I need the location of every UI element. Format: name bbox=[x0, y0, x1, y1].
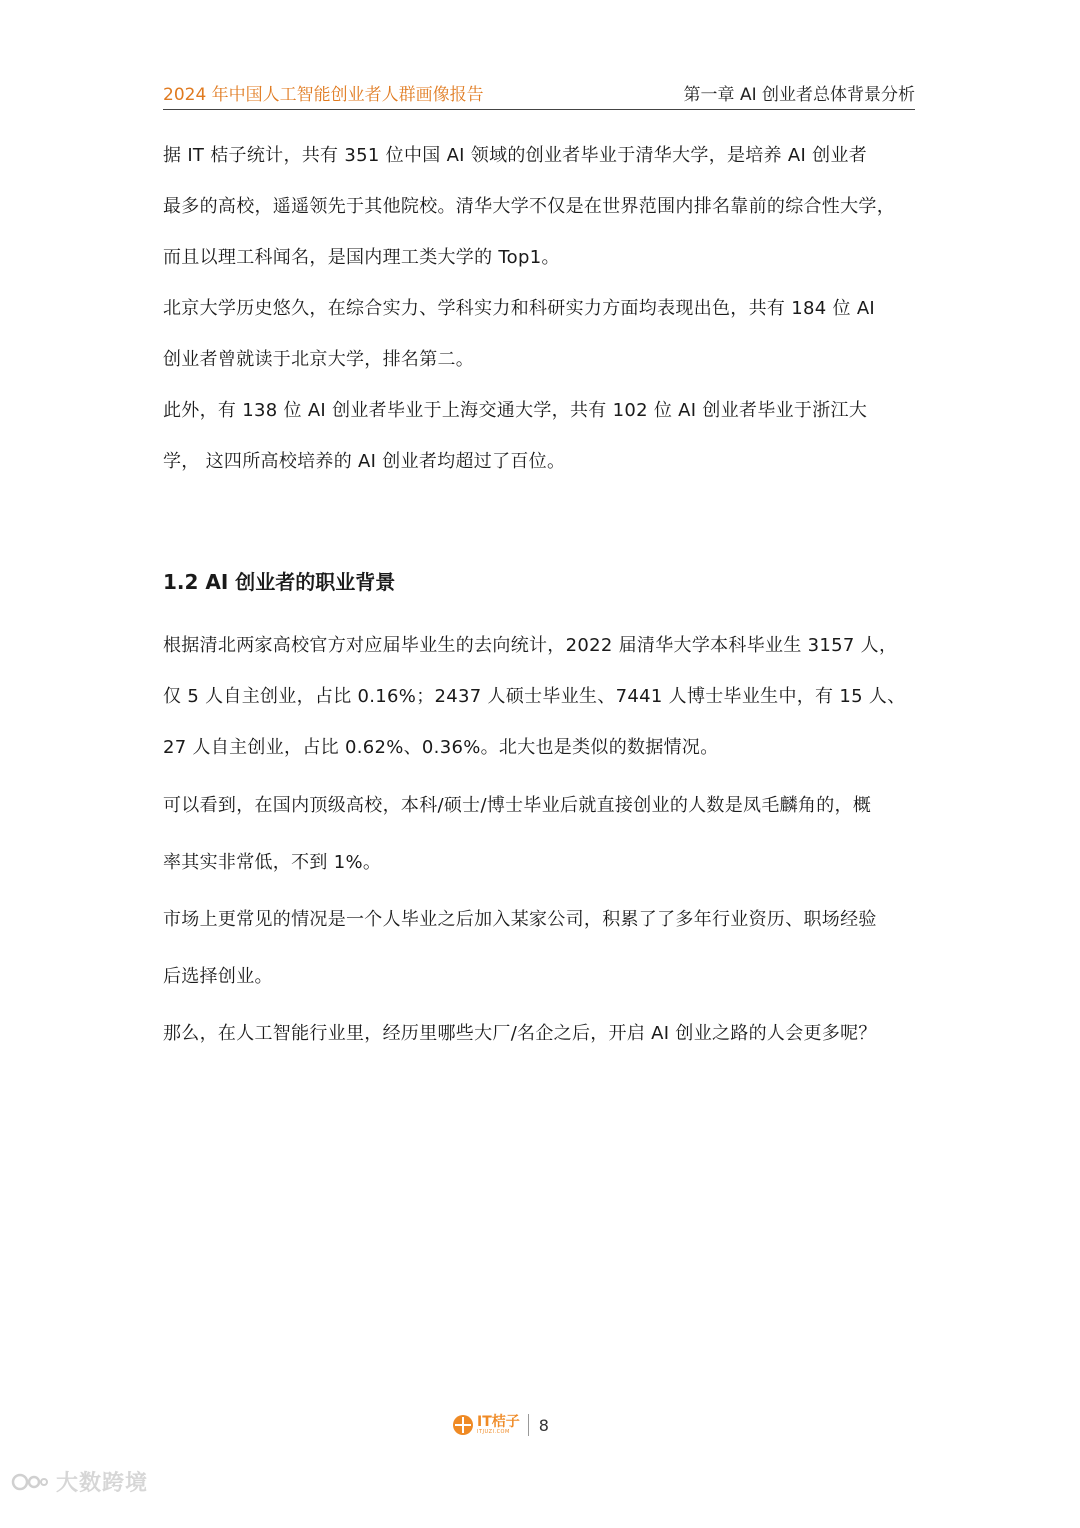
chapter-title: 第一章 AI 创业者总体背景分析 bbox=[683, 85, 915, 105]
section-spacer bbox=[163, 487, 923, 567]
paragraph-graduate-stats: 根据清北两家高校官方对应届毕业生的去向统计，2022 届清华大学本科毕业生 3157 人， 仅 5 人自主创业，占比 0.16%；2437 人硕士毕业生、7441 人博士毕业生中，有 15 人、 27 人自主创业，占比 0.62%、0.36%。北大也是类似的数据情况。 bbox=[163, 635, 906, 758]
watermark-text: 大数跨境 bbox=[56, 1471, 149, 1496]
paragraph-tsinghua: 据 IT 桔子统计，共有 351 位中国 AI 领域的创业者毕业于清华大学，是培养 AI 创业者 最多的高校，遥遥领先于其他院校。清华大学不仅是在世界范围内排名靠前的综合性大学， 而且以理工科闻名，是国内理工类大学的 Top1。 bbox=[163, 145, 895, 268]
paragraph-pku: 北京大学历史悠久，在综合实力、学科实力和科研实力方面均表现出色，共有 184 位 AI 创业者曾就读于北京大学，排名第二。 bbox=[163, 298, 876, 370]
heading-spacer bbox=[163, 597, 923, 620]
itjuzi-logo-icon bbox=[453, 1415, 473, 1435]
page-footer bbox=[453, 1411, 549, 1439]
paragraph-work-experience: 市场上更常见的情况是一个人毕业之后加入某家公司，积累了了多年行业资历、职场经验 后选择创业。 bbox=[163, 909, 877, 987]
logo-text: IT桔子 bbox=[477, 1414, 520, 1430]
page-number: 8 bbox=[538, 1415, 549, 1435]
watermark-logo-icon bbox=[10, 1470, 50, 1494]
watermark bbox=[10, 1466, 148, 1497]
paragraph-sjtu-zju: 此外，有 138 位 AI 创业者毕业于上海交通大学，共有 102 位 AI 创业者毕业于浙江大 学， 这四所高校培养的 AI 创业者均超过了百位。 bbox=[163, 400, 868, 472]
section-heading: 1.2 AI 创业者的职业背景 bbox=[163, 570, 396, 594]
page-header bbox=[163, 80, 915, 106]
report-title: 2024 年中国人工智能创业者人群画像报告 bbox=[163, 85, 484, 105]
header-divider bbox=[163, 109, 915, 110]
footer-divider bbox=[528, 1414, 529, 1436]
itjuzi-logo bbox=[477, 1415, 520, 1435]
paragraph-question: 那么，在人工智能行业里，经历里哪些大厂/名企之后，开启 AI 创业之路的人会更多呢？ bbox=[163, 1023, 877, 1044]
paragraph-rare-startups: 可以看到，在国内顶级高校，本科/硕士/博士毕业后就直接创业的人数是凤毛麟角的，概 率其实非常低，不到 1%。 bbox=[163, 795, 872, 873]
page-body bbox=[163, 130, 923, 1062]
logo-subtext: ITJUZI.COM bbox=[477, 1429, 510, 1435]
